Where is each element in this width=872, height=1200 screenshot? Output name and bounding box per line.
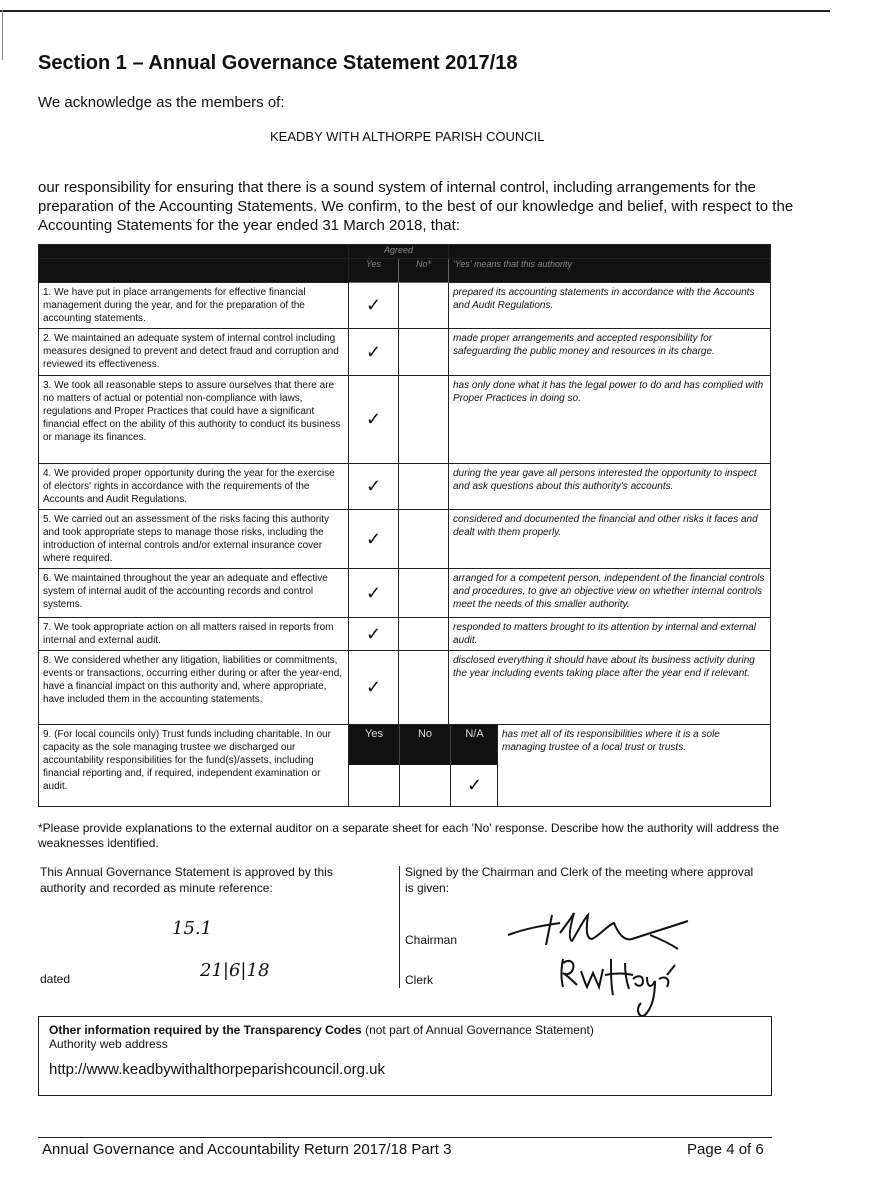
- top-rule: [0, 10, 830, 12]
- means-6: arranged for a competent person, independent of the financial controls and procedures, to give an objective view on whether internal controls meet the needs of this smaller authority.: [449, 569, 771, 618]
- council-name: KEADBY WITH ALTHORPE PARISH COUNCIL: [270, 129, 545, 144]
- minute-reference: 15.1: [172, 918, 213, 939]
- signed-text: Signed by the Chairman and Clerk of the meeting where approval is given:: [405, 865, 754, 895]
- dated-label: dated: [40, 972, 71, 986]
- means-7: responded to matters brought to its attention by internal and external audit.: [449, 618, 771, 651]
- yes-checkbox-3[interactable]: ✓: [349, 376, 399, 464]
- yes-label-9: Yes: [349, 725, 399, 765]
- means-8: disclosed everything it should have about its business activity during the year including events taking place after the year end if relevant.: [449, 651, 771, 725]
- statement-3: 3. We took all reasonable steps to assure ourselves that there are no matters of actual or potential non-compliance with laws, regulations and Proper Practices that could have a significant financial effect on the ability of this authority to conduct its business or manage its finances.: [39, 376, 349, 464]
- header-blank-right: [449, 245, 771, 259]
- approval-text: This Annual Governance Statement is approved by this authority and recorded as minute reference:: [40, 865, 333, 895]
- no-checkbox-7[interactable]: [399, 618, 449, 651]
- header-agreed: Agreed: [349, 245, 449, 259]
- header-means: 'Yes' means that this authority: [449, 259, 771, 283]
- left-edge-rule: [2, 10, 3, 60]
- statement-6: 6. We maintained throughout the year an adequate and effective system of internal audit of the accounting records and control systems.: [39, 569, 349, 618]
- means-4: during the year gave all persons interested the opportunity to inspect and ask questions about this authority's accounts.: [449, 464, 771, 510]
- table-row: [39, 376, 771, 464]
- na-checkbox-9[interactable]: ✓: [450, 765, 498, 807]
- clerk-label: Clerk: [405, 973, 434, 987]
- signature-divider: [399, 866, 400, 988]
- transparency-heading: Other information required by the Transparency Codes (not part of Annual Governance Statement): [49, 1023, 594, 1037]
- table-row: [39, 283, 771, 329]
- no-checkbox-6[interactable]: [399, 569, 449, 618]
- authority-url[interactable]: http://www.keadbywithalthorpeparishcouncil.org.uk: [49, 1061, 386, 1078]
- means-1: prepared its accounting statements in accordance with the Accounts and Audit Regulations.: [449, 283, 771, 329]
- na-label-9: N/A: [450, 725, 498, 765]
- footer-title: Annual Governance and Accountability Return 2017/18 Part 3: [42, 1141, 452, 1158]
- no-checkbox-5[interactable]: [399, 510, 449, 569]
- table-row: [39, 569, 771, 618]
- trust-fund-cell: [349, 725, 771, 807]
- statement-2: 2. We maintained an adequate system of internal control including measures designed to prevent and detect fraud and corruption and reviewed its effectiveness.: [39, 329, 349, 376]
- no-label-9: No: [399, 725, 450, 765]
- intro-paragraph: our responsibility for ensuring that there is a sound system of internal control, including arrangements for the preparation of the Accounting Statements. We confirm, to the best of our knowledge and belief, with respect to the Accounting Statements for the year ended 31 March 2018, that:: [38, 179, 794, 234]
- table-row: [39, 464, 771, 510]
- section-title: Section 1 – Annual Governance Statement 2017/18: [38, 52, 518, 74]
- header-blank: [39, 245, 349, 259]
- yes-checkbox-1[interactable]: ✓: [349, 283, 399, 329]
- no-checkbox-8[interactable]: [399, 651, 449, 725]
- chairman-label: Chairman: [405, 933, 458, 947]
- table-row: [39, 618, 771, 651]
- yes-checkbox-7[interactable]: ✓: [349, 618, 399, 651]
- footnote: *Please provide explanations to the external auditor on a separate sheet for each 'No' response. Describe how the authority will address the weaknesses identified.: [38, 821, 780, 850]
- yes-checkbox-2[interactable]: ✓: [349, 329, 399, 376]
- table-header-row: [39, 245, 771, 259]
- acknowledge-text: We acknowledge as the members of:: [38, 94, 285, 111]
- clerk-signature-icon: [555, 945, 685, 1020]
- dated-value: 21|6|18: [200, 960, 270, 981]
- transparency-box: [38, 1016, 772, 1096]
- web-address-label: Authority web address: [49, 1037, 168, 1051]
- table-row: [39, 510, 771, 569]
- header-no: No*: [399, 259, 449, 283]
- no-checkbox-1[interactable]: [399, 283, 449, 329]
- no-checkbox-3[interactable]: [399, 376, 449, 464]
- statement-4: 4. We provided proper opportunity during the year for the exercise of electors' rights in accordance with the requirements of the Accounts and Audit Regulations.: [39, 464, 349, 510]
- governance-table: [38, 244, 771, 807]
- statement-5: 5. We carried out an assessment of the risks facing this authority and took appropriate steps to manage those risks, including the introduction of internal controls and/or external insurance cover where required.: [39, 510, 349, 569]
- table-row: [39, 725, 771, 807]
- table-row: [39, 651, 771, 725]
- means-2: made proper arrangements and accepted responsibility for safeguarding the public money and resources in its charge.: [449, 329, 771, 376]
- header-blank-2: [39, 259, 349, 283]
- page-number: Page 4 of 6: [687, 1141, 764, 1158]
- yes-checkbox-9[interactable]: [349, 765, 399, 807]
- statement-8: 8. We considered whether any litigation, liabilities or commitments, events or transactions, occurring either during or after the year-end, have a financial impact on this authority and, where appropriate, have included them in the accounting statements.: [39, 651, 349, 725]
- no-checkbox-2[interactable]: [399, 329, 449, 376]
- means-3: has only done what it has the legal power to do and has complied with Proper Practices in doing so.: [449, 376, 771, 464]
- yes-checkbox-8[interactable]: ✓: [349, 651, 399, 725]
- statement-7: 7. We took appropriate action on all matters raised in reports from internal and external audit.: [39, 618, 349, 651]
- no-checkbox-4[interactable]: [399, 464, 449, 510]
- means-5: considered and documented the financial and other risks it faces and dealt with them properly.: [449, 510, 771, 569]
- means-9: has met all of its responsibilities where it is a sole managing trustee of a local trust or trusts.: [497, 725, 767, 807]
- no-checkbox-9[interactable]: [399, 765, 450, 807]
- statement-1: 1. We have put in place arrangements for effective financial management during the year, and for the preparation of the accounting statements.: [39, 283, 349, 329]
- table-row: [39, 329, 771, 376]
- header-yes: Yes: [349, 259, 399, 283]
- table-subheader-row: [39, 259, 771, 283]
- yes-checkbox-5[interactable]: ✓: [349, 510, 399, 569]
- statement-9: 9. (For local councils only) Trust funds including charitable. In our capacity as the sole managing trustee we discharged our accountability responsibilities for the fund(s)/assets, including financial reporting and, if required, independent examination or audit.: [39, 725, 349, 807]
- footer-rule: [38, 1137, 772, 1138]
- yes-checkbox-4[interactable]: ✓: [349, 464, 399, 510]
- yes-checkbox-6[interactable]: ✓: [349, 569, 399, 618]
